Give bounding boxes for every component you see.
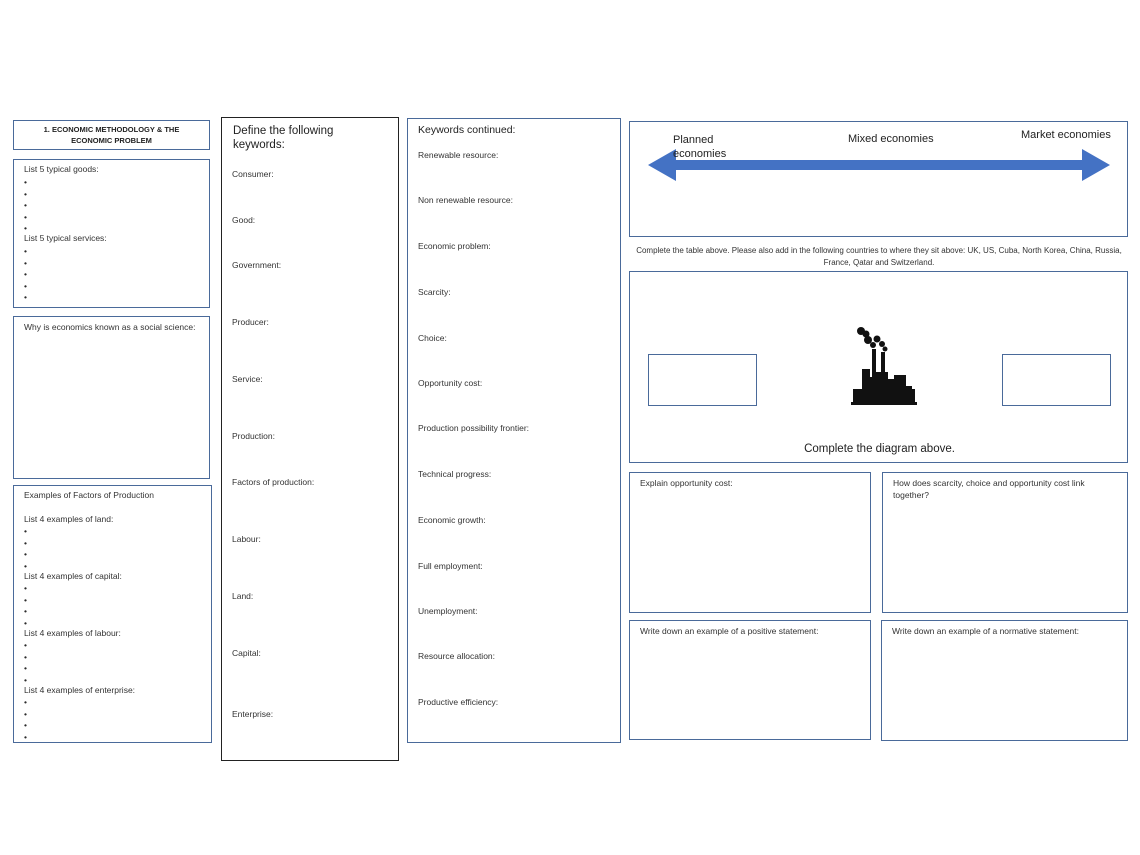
keyword-unemployment: Unemployment:: [418, 606, 478, 616]
positive-statement-prompt: Write down an example of a positive statement:: [640, 626, 819, 636]
keyword-non-renewable-resource: Non renewable resource:: [418, 195, 513, 205]
keyword-scarcity: Scarcity:: [418, 287, 451, 297]
list-item: [24, 526, 27, 538]
keyword-productive-efficiency: Productive efficiency:: [418, 697, 499, 707]
define-keywords-title: Define the following keywords:: [233, 125, 334, 151]
goods-services-box[interactable]: [13, 159, 210, 308]
table-instruction: Complete the table above. Please also add in the following countries to where they sit above: UK, US, Cuba, North Korea, China, Russia, France, Qatar and Switzerland.: [636, 246, 1122, 267]
keyword-renewable-resource: Renewable resource:: [418, 150, 499, 160]
list-item: [24, 606, 27, 618]
keyword-full-employment: Full employment:: [418, 561, 483, 571]
keyword-land: Land:: [232, 591, 254, 601]
keyword-resource-allocation: Resource allocation:: [418, 651, 496, 661]
keyword-opportunity-cost: Opportunity cost:: [418, 378, 483, 388]
opportunity-cost-box[interactable]: [629, 472, 871, 613]
capital-label: List 4 examples of capital:: [24, 571, 122, 581]
list-item: [24, 709, 27, 721]
keyword-labour: Labour:: [232, 534, 261, 544]
list-item: [24, 663, 27, 675]
factory-icon: [848, 325, 918, 405]
social-science-question: Why is economics known as a social science:: [24, 322, 196, 332]
list-item: [24, 640, 27, 652]
keyword-government: Government:: [232, 260, 282, 270]
keyword-consumer: Consumer:: [232, 169, 274, 179]
labour-bullet-list: [24, 640, 27, 686]
list-item: [24, 269, 27, 281]
list-item: [24, 583, 27, 595]
goods-label: List 5 typical goods:: [24, 164, 99, 174]
keyword-ppf: Production possibility frontier:: [418, 423, 530, 433]
list-item: [24, 212, 27, 224]
section-title: 1. ECONOMIC METHODOLOGY & THE ECONOMIC PROBLEM: [43, 125, 180, 145]
list-item: [24, 652, 27, 664]
services-label: List 5 typical services:: [24, 233, 107, 243]
list-item: [24, 595, 27, 607]
services-bullet-list: [24, 246, 27, 304]
link-question-prompt: How does scarcity, choice and opportunity cost link together?: [893, 478, 1085, 500]
keywords-continued-title: Keywords continued:: [418, 124, 516, 136]
factors-box[interactable]: [13, 485, 212, 743]
list-item: [24, 292, 27, 304]
list-item: [24, 281, 27, 293]
list-item: [24, 697, 27, 709]
economy-spectrum-box[interactable]: [629, 121, 1128, 237]
market-economies-label: Market economies: [1021, 129, 1111, 141]
enterprise-bullet-list: [24, 697, 27, 743]
list-item: [24, 189, 27, 201]
keywords-continued-box[interactable]: [407, 118, 621, 743]
list-item: [24, 538, 27, 550]
keyword-factors-of-production: Factors of production:: [232, 477, 315, 487]
planned-economies-label: Planned economies: [673, 134, 727, 160]
keyword-enterprise: Enterprise:: [232, 709, 274, 719]
diagram-caption: Complete the diagram above.: [804, 443, 955, 455]
link-question-box[interactable]: [882, 472, 1128, 613]
keyword-capital: Capital:: [232, 648, 261, 658]
normative-statement-box[interactable]: [881, 620, 1128, 741]
capital-bullet-list: [24, 583, 27, 629]
list-item: [24, 177, 27, 189]
goods-bullet-list: [24, 177, 27, 235]
list-item: [24, 246, 27, 258]
factors-title: Examples of Factors of Production: [24, 490, 154, 500]
normative-statement-prompt: Write down an example of a normative statement:: [892, 626, 1079, 636]
opportunity-cost-prompt: Explain opportunity cost:: [640, 478, 733, 488]
list-item: [24, 720, 27, 732]
diagram-right-input-box[interactable]: [1002, 354, 1111, 406]
keyword-production: Production:: [232, 431, 275, 441]
list-item: [24, 549, 27, 561]
keyword-producer: Producer:: [232, 317, 269, 327]
keyword-good: Good:: [232, 215, 256, 225]
keyword-economic-growth: Economic growth:: [418, 515, 486, 525]
list-item: [24, 258, 27, 270]
keyword-service: Service:: [232, 374, 263, 384]
positive-statement-box[interactable]: [629, 620, 871, 740]
mixed-economies-label: Mixed economies: [848, 133, 934, 145]
list-item: [24, 732, 27, 744]
define-keywords-box[interactable]: [221, 117, 399, 761]
keyword-economic-problem: Economic problem:: [418, 241, 491, 251]
keyword-technical-progress: Technical progress:: [418, 469, 492, 479]
list-item: [24, 200, 27, 212]
keyword-choice: Choice:: [418, 333, 447, 343]
diagram-left-input-box[interactable]: [648, 354, 757, 406]
enterprise-label: List 4 examples of enterprise:: [24, 685, 136, 695]
land-bullet-list: [24, 526, 27, 572]
diagram-box[interactable]: [629, 271, 1128, 463]
title-box: [13, 120, 210, 150]
land-label: List 4 examples of land:: [24, 514, 114, 524]
social-science-box[interactable]: [13, 316, 210, 479]
labour-label: List 4 examples of labour:: [24, 628, 121, 638]
